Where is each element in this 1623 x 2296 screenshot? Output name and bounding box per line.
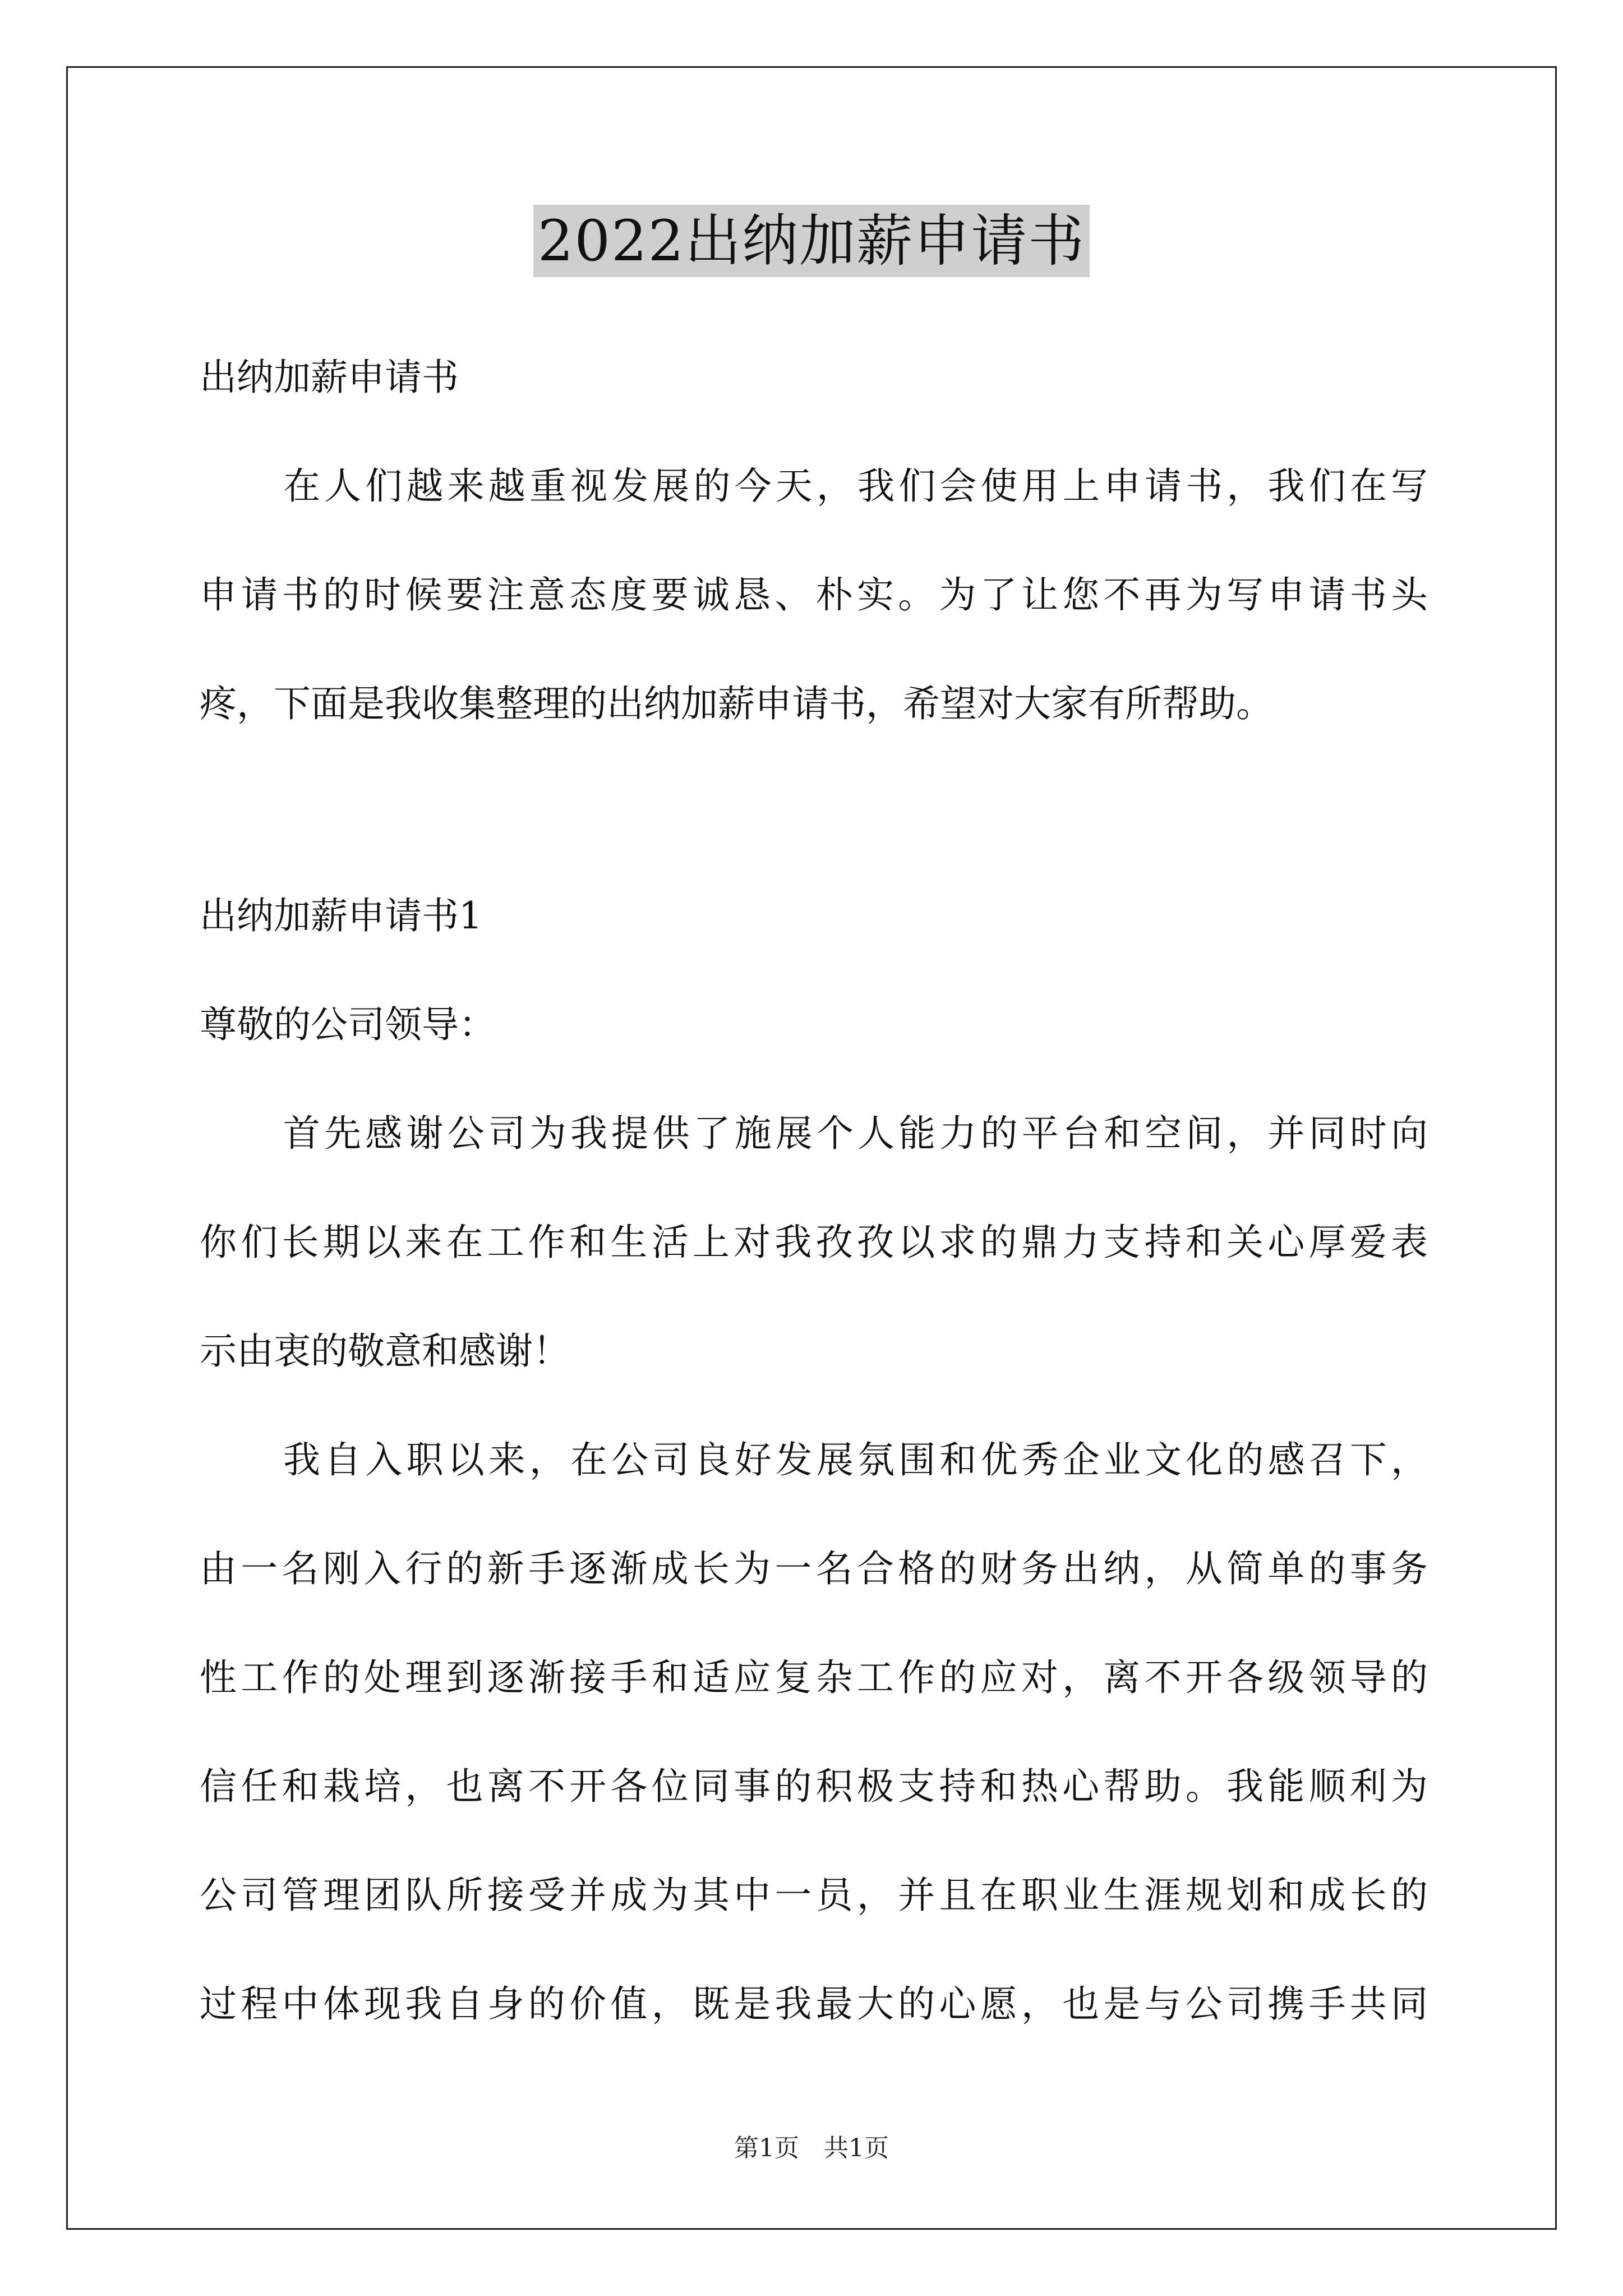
paragraph-line: 由一名刚入行的新手逐渐成长为一名合格的财务出纳，从简单的事务 [200, 1547, 1428, 1590]
paragraph-line: 公司管理团队所接受并成为其中一员，并且在职业生涯规划和成长的 [200, 1874, 1428, 1917]
intro-line: 疼，下面是我收集整理的出纳加薪申请书，希望对大家有所帮助。 [200, 682, 1273, 725]
paragraph-line: 信任和栽培，也离不开各位同事的积极支持和热心帮助。我能顺利为 [200, 1765, 1428, 1808]
intro-line: 在人们越来越重视发展的今天，我们会使用上申请书，我们在写 [283, 464, 1428, 508]
paragraph-line: 示由衷的敬意和感谢！ [200, 1329, 570, 1373]
document-title [0, 202, 1623, 280]
document-title-text: 2022出纳加薪申请书 [533, 205, 1090, 277]
paragraph-line: 过程中体现我自身的价值，既是我最大的心愿，也是与公司携手共同 [200, 1982, 1428, 2026]
intro-heading: 出纳加薪申请书 [200, 356, 459, 399]
paragraph-line: 你们长期以来在工作和生活上对我孜孜以求的鼎力支持和关心厚爱表 [200, 1221, 1428, 1264]
paragraph-line: 我自入职以来，在公司良好发展氛围和优秀企业文化的感召下， [283, 1438, 1428, 1481]
section-heading: 出纳加薪申请书1 [200, 894, 482, 937]
salutation: 尊敬的公司领导： [200, 1003, 496, 1046]
page-footer: 第1页 共1页 [734, 2134, 889, 2162]
intro-line: 申请书的时候要注意态度要诚恳、朴实。为了让您不再为写申请书头 [200, 573, 1428, 616]
paragraph-line: 性工作的处理到逐渐接手和适应复杂工作的应对，离不开各级领导的 [200, 1656, 1428, 1699]
paragraph-line: 首先感谢公司为我提供了施展个人能力的平台和空间，并同时向 [283, 1112, 1428, 1155]
